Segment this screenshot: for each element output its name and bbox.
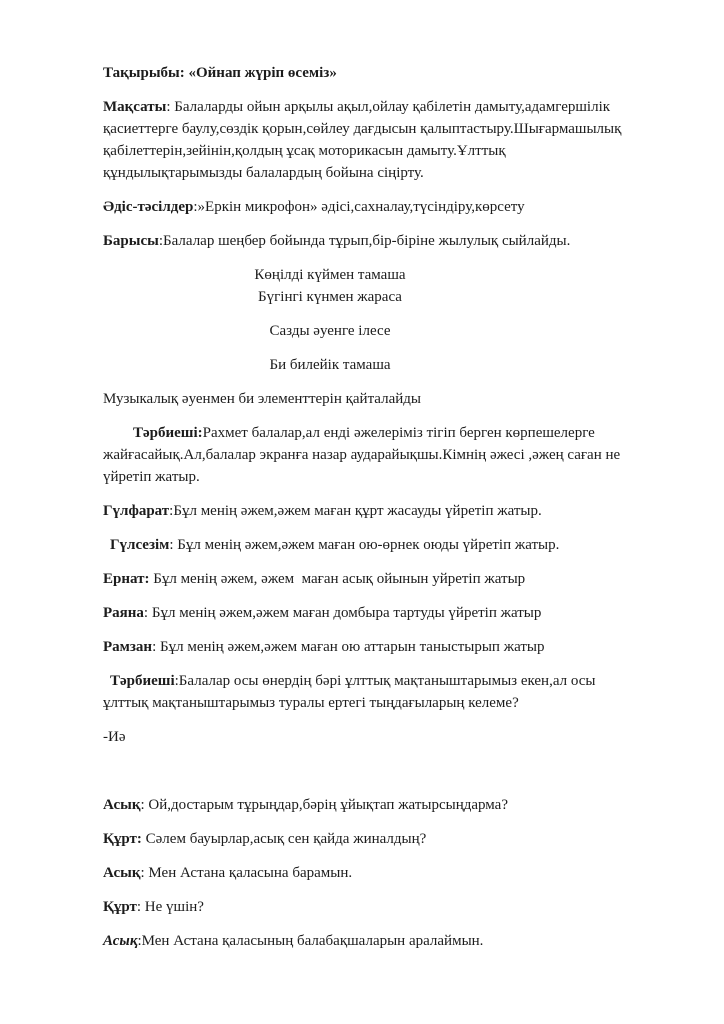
- verse-line-2: [103, 286, 642, 308]
- blank-line: [103, 760, 642, 782]
- text-run: :Балалар шеңбер бойында тұрып,бір-біріне жылулық сыйлайды.: [158, 233, 571, 249]
- dialogue-gulfarat: [103, 500, 642, 522]
- dialogue-ernat: [103, 568, 642, 590]
- text-run: : Балаларды ойын арқылы ақыл,ойлау қабілетін дамыту,адамгершілік қасиеттерге баулу,сөздік қорын,сөйлеу дағдысын қалыптастыру.Шығармашылық қабілеттерін,зейінін,қолдың ұсақ моторикасын дамыту.Ұлттық құндылықтарымызды балалардың бойына сіңірту.: [103, 99, 626, 181]
- text-run: :»Еркін микрофон» әдісі,сахналау,түсіндіру,көрсету: [193, 199, 525, 215]
- dialogue-gulsezim: [103, 534, 642, 556]
- text-run: : Ой,достарым тұрыңдар,бәрің ұйықтап жатырсыңдарма?: [140, 797, 508, 813]
- speaker-label: Асық: [103, 865, 141, 881]
- speaker-label: Мақсаты: [103, 99, 167, 115]
- speaker-label: Гүлсезім: [110, 537, 170, 553]
- dialogue-kurt-2: [103, 896, 642, 918]
- text-run: : Не үшін?: [136, 899, 204, 915]
- text-run: Рахмет балалар,ал енді әжелеріміз тігіп берген көрпешелерге жайғасайық.Ал,балалар экранға назар аударайықшы.Кімнің әжесі ,әжең саған не үйретіп жатыр.: [103, 425, 624, 485]
- dialogue-rayana: [103, 602, 642, 624]
- speaker-label: Тақырыбы: «Ойнап жүріп өсеміз»: [103, 65, 337, 81]
- text-run: Көңілді күймен тамаша: [254, 267, 406, 283]
- text-run: Би билейік тамаша: [269, 357, 391, 373]
- text-run: Сәлем бауырлар,асық сен қайда жиналдың?: [141, 831, 427, 847]
- speaker-label: Тәрбиеші: [110, 673, 175, 689]
- teacher-paragraph-2: [103, 670, 642, 714]
- speaker-label: Құрт: [103, 899, 137, 915]
- text-run: Бүгінгі күнмен жараса: [258, 289, 402, 305]
- speaker-label: Асық: [103, 933, 138, 949]
- speaker-label: Әдіс-тәсілдер: [103, 199, 194, 215]
- music-note-paragraph: [103, 388, 642, 410]
- speaker-label: Тәрбиеші:: [133, 425, 203, 441]
- text-run: -Иә: [103, 729, 126, 745]
- text-run: Сазды әуенге ілесе: [269, 323, 391, 339]
- dialogue-asyk-2: [103, 862, 642, 884]
- text-run: :Мен Астана қаласының балабақшаларын аралаймын.: [137, 933, 484, 949]
- verse-line-1: [103, 264, 642, 286]
- speaker-label: Құрт:: [103, 831, 142, 847]
- course-paragraph: [103, 230, 642, 252]
- dialogue-asyk-1: [103, 794, 642, 816]
- speaker-label: Барысы: [103, 233, 159, 249]
- text-run: :Балалар осы өнердің бәрі ұлттық мақтаныштарымыз екен,ал осы ұлттық мақтаныштарымыз туралы ертегі тыңдағыларың келеме?: [103, 673, 600, 711]
- text-run: Бұл менің әжем, әжем маған асық ойынын уйретіп жатыр: [149, 571, 526, 587]
- text-run: : Бұл менің әжем,әжем маған домбыра тартуды үйретіп жатыр: [143, 605, 542, 621]
- teacher-paragraph-1: [103, 422, 642, 488]
- answer-line: [103, 726, 642, 748]
- verse-line-3: [103, 320, 642, 342]
- speaker-label: Асық: [103, 797, 141, 813]
- goal-paragraph: [103, 96, 642, 184]
- topic-title: [103, 62, 642, 84]
- text-run: Музыкалық әуенмен би элементтерін қайталайды: [103, 391, 421, 407]
- text-run: : Мен Астана қаласына барамын.: [140, 865, 353, 881]
- speaker-label: Ернат:: [103, 571, 150, 587]
- speaker-label: Рамзан: [103, 639, 153, 655]
- methods-paragraph: [103, 196, 642, 218]
- dialogue-asyk-3: [103, 930, 642, 952]
- text-run: : Бұл менің әжем,әжем маған ою-өрнек оюды үйретіп жатыр.: [169, 537, 560, 553]
- text-run: : Бұл менің әжем,әжем маған ою аттарын таныстырып жатыр: [152, 639, 545, 655]
- dialogue-kurt-1: [103, 828, 642, 850]
- text-run: :Бұл менің әжем,әжем маған құрт жасауды үйретіп жатыр.: [169, 503, 542, 519]
- speaker-label: Раяна: [103, 605, 144, 621]
- document-body: [103, 62, 642, 952]
- speaker-label: Гүлфарат: [103, 503, 170, 519]
- verse-line-4: [103, 354, 642, 376]
- dialogue-ramzan: [103, 636, 642, 658]
